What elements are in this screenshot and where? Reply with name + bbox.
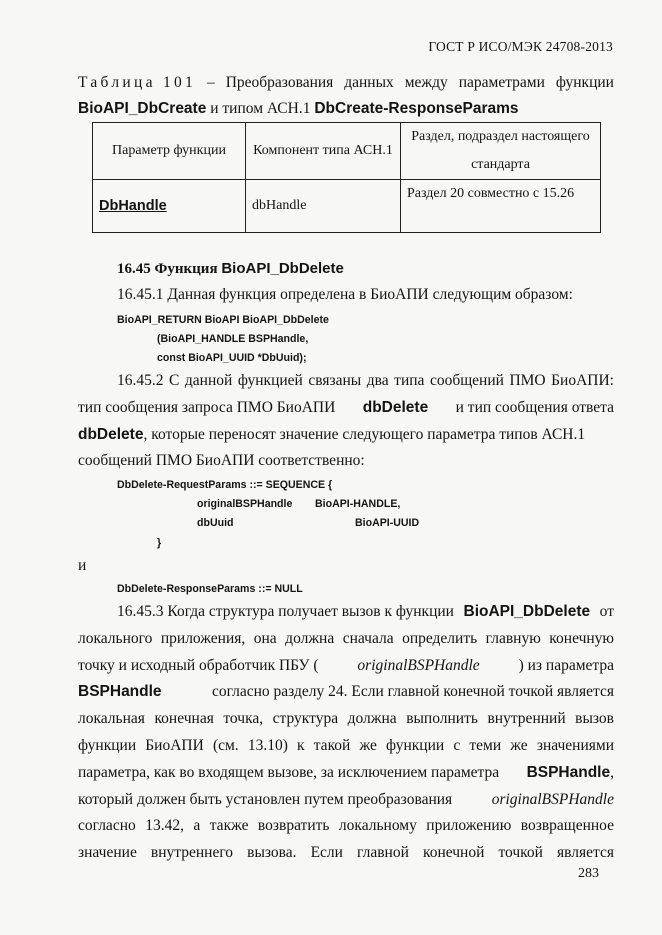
line-text: ) из параметра <box>518 656 614 674</box>
header-param: Параметр функции <box>93 123 246 180</box>
caption-word: между <box>404 74 448 91</box>
caption-mid: и типом АСН.1 <box>206 100 315 117</box>
inline-term: dbDelete <box>362 398 429 416</box>
inline-term: BSPHandle <box>526 763 611 781</box>
cell-component: dbHandle <box>246 180 401 233</box>
paragraph-16-45-2 <box>78 368 614 475</box>
line-text: тип сообщения запроса ПМО БиоАПИ <box>78 398 336 416</box>
paragraph-16-45-1: 16.45.1 Данная функция определена в БиоАПИ следующим образом: <box>117 286 573 303</box>
parameter-mapping-table <box>92 122 601 233</box>
caption-word: Преобразования <box>225 74 334 91</box>
caption-word: данных <box>344 74 394 91</box>
line-text: который должен быть установлен путем преобразования <box>78 790 453 808</box>
line-text: значение внутреннего вызова. Если главной конечной точкой является <box>78 844 614 862</box>
text-line <box>78 599 614 626</box>
code-line: BioAPI_RETURN BioAPI BioAPI_DbDelete <box>117 314 329 326</box>
caption-word: функции <box>555 74 614 91</box>
cell-section: Раздел 20 совместно с 15.26 <box>401 180 601 233</box>
text-line <box>78 653 614 680</box>
line-text: локальная конечная точка, структура должна выполнить внутренний вызов <box>78 710 614 728</box>
caption-word: параметрами <box>458 74 545 91</box>
section-function: BioAPI_DbDelete <box>221 260 344 277</box>
section-title <box>117 260 344 278</box>
text-line <box>78 368 614 395</box>
table-caption <box>78 70 614 122</box>
code-field-type: BioAPI-HANDLE, <box>315 498 401 510</box>
text-line <box>78 626 614 653</box>
line-text: параметра, как во входящем вызове, за исключением параметра <box>78 763 500 781</box>
line-text: согласно 13.42, а также возвратить локальному приложению возвращенное <box>78 817 614 835</box>
section-number: 16.45 Функция <box>117 261 222 277</box>
line-text: локального приложения, она должна сначала определить главную конечную <box>78 629 614 647</box>
text-line <box>78 679 614 706</box>
inline-italic: originalBSPHandle <box>357 656 480 674</box>
code-line: const BioAPI_UUID *DbUuid); <box>157 352 307 364</box>
page-number: 283 <box>578 866 599 881</box>
code-line: (BioAPI_HANDLE BSPHandle, <box>157 333 309 345</box>
line-text: функции БиоАПИ (см. 13.10) к такой же функции с теми же значениями <box>78 736 614 754</box>
inline-term: BSPHandle <box>78 683 162 701</box>
table-header-row <box>93 123 601 180</box>
table-label: Таблица 101 <box>78 74 197 91</box>
inline-italic: originalBSPHandle <box>491 790 614 808</box>
line-text: , которые переносят значение следующего параметра типов АСН.1 <box>143 425 586 443</box>
conjunction: и <box>78 557 87 574</box>
inline-term: dbDelete <box>78 425 144 443</box>
code-field-name: originalBSPHandle <box>197 498 293 510</box>
document-header: ГОСТ Р ИСО/МЭК 24708-2013 <box>428 39 613 54</box>
line-text: согласно разделу 24. Если главной конечной точкой является <box>211 683 614 701</box>
text-line <box>78 813 614 840</box>
header-section: Раздел, подраздел настоящего стандарта <box>401 123 601 180</box>
cell-param: DbHandle <box>99 197 167 214</box>
text-line: сообщений ПМО БиоАПИ соответственно: <box>78 452 365 470</box>
code-close-brace: } <box>157 537 162 549</box>
code-line: DbDelete-RequestParams ::= SEQUENCE { <box>117 479 333 491</box>
text-line <box>78 733 614 760</box>
code-line: DbDelete-ResponseParams ::= NULL <box>117 583 303 595</box>
caption-function: BioAPI_DbCreate <box>78 100 207 117</box>
line-text: 16.45.3 Когда структура получает вызов к функции <box>117 603 454 620</box>
text-line <box>78 422 614 449</box>
line-text: от <box>599 603 614 620</box>
text-line <box>78 760 614 787</box>
table-row <box>93 180 601 233</box>
line-text: и тип сообщения ответа <box>455 398 614 416</box>
code-field-type: BioAPI-UUID <box>355 517 420 529</box>
caption-type: DbCreate-ResponseParams <box>314 100 519 117</box>
text-line <box>78 787 614 814</box>
line-text: , <box>610 763 614 781</box>
paragraph-16-45-3 <box>78 599 614 867</box>
caption-dash: – <box>207 74 215 91</box>
inline-term: BioAPI_DbDelete <box>463 603 591 620</box>
line-text: 16.45.2 С данной функцией связаны два типа сообщений ПМО БиоАПИ: <box>117 372 614 389</box>
line-text: точку и исходный обработчик ПБУ ( <box>78 656 319 674</box>
code-field-name: dbUuid <box>197 517 234 529</box>
text-line <box>78 395 614 422</box>
text-line <box>78 706 614 733</box>
text-line <box>78 840 614 867</box>
header-component: Компонент типа АСН.1 <box>246 123 401 180</box>
